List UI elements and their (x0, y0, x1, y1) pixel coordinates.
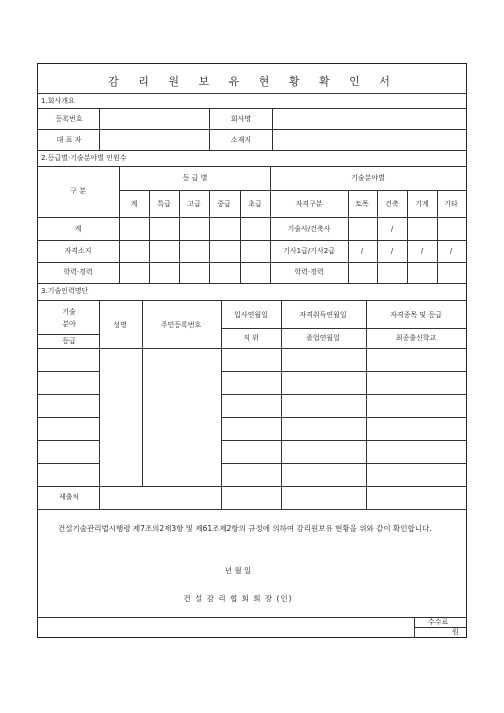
tech-col: 건축 (385, 200, 399, 208)
grade-col: 특급 (157, 200, 171, 208)
divider (179, 190, 180, 283)
divider (38, 509, 466, 510)
school-label: 최종출신학교 (395, 334, 437, 342)
divider (221, 300, 222, 509)
divider (38, 166, 466, 167)
divider (209, 190, 210, 283)
divider (119, 166, 120, 283)
join-date-label: 입사연월일 (234, 311, 268, 319)
divider (119, 190, 466, 191)
representative-field[interactable] (100, 130, 208, 149)
address-field[interactable] (273, 130, 465, 149)
confirmation-form (37, 63, 467, 638)
form-title: 감 리 원 보 유 현 황 확 인 서 (108, 75, 398, 88)
divider (221, 463, 466, 464)
divider (38, 371, 99, 372)
divider (38, 417, 99, 418)
division-label: 구 분 (70, 187, 86, 195)
divider (270, 166, 271, 283)
divider (38, 486, 466, 487)
divider (38, 150, 466, 151)
slash-mark: / (449, 247, 453, 255)
grad-date-label: 졸업연월일 (306, 334, 340, 342)
company-name-field[interactable] (273, 109, 465, 128)
divider (149, 190, 150, 283)
grade-col: 고급 (187, 200, 201, 208)
address-label: 소재지 (230, 136, 252, 144)
divider (38, 217, 466, 218)
tech-row-label: 기술사/건축사 (287, 225, 331, 233)
tech-col: 기계 (415, 200, 429, 208)
slash-mark: / (360, 247, 364, 255)
divider (99, 300, 100, 509)
row-label: 학력·경력 (63, 268, 93, 276)
section3-heading: 3.기술인력명단 (41, 287, 89, 295)
divider (221, 394, 466, 395)
cert-date-label: 자격취득연월일 (299, 311, 347, 319)
company-name-label: 회사명 (230, 115, 252, 123)
divider (240, 190, 241, 283)
tech-field-label: 기술 (62, 308, 76, 316)
reg-no-field[interactable] (100, 109, 208, 128)
divider (221, 417, 466, 418)
slash-mark: / (390, 247, 394, 255)
divider (209, 108, 210, 150)
divider (366, 300, 367, 509)
grade-label: 등급 (62, 337, 76, 345)
tech-header: 기술분야별 (351, 174, 385, 182)
tech-field-label: 분야 (62, 320, 76, 328)
row-label: 자격소지 (64, 247, 92, 255)
grade-col: 중급 (217, 200, 231, 208)
tech-col: 자격구분 (295, 200, 323, 208)
signer-line: 건 설 감 리 협 회 회 장 (인) (183, 594, 293, 603)
resident-no-label: 주민등록번호 (160, 321, 202, 329)
divider (221, 440, 466, 441)
divider (38, 240, 466, 241)
tech-row-label: 기사1급/기사2급 (283, 247, 335, 255)
divider (38, 463, 99, 464)
divider (377, 190, 378, 283)
fee-unit: 원 (452, 628, 459, 636)
divider (281, 300, 282, 509)
section2-heading: 2.등급별·기술분야별 인원수 (41, 154, 127, 162)
name-label: 성명 (113, 321, 127, 329)
slash-mark: / (390, 225, 394, 233)
divider (38, 93, 466, 94)
row-label: 계 (74, 225, 82, 233)
submit-to-label: 제출처 (58, 493, 80, 501)
divider (348, 190, 349, 283)
divider (38, 617, 466, 618)
fee-label: 수수료 (428, 618, 449, 626)
position-label: 직 위 (243, 334, 259, 342)
grade-header: 등 급 별 (182, 174, 208, 182)
grade-col: 초급 (248, 200, 262, 208)
divider (221, 328, 466, 329)
divider (437, 190, 438, 283)
divider (221, 371, 466, 372)
section1-heading: 1.회사개요 (41, 97, 75, 105)
tech-row-label: 학력·경력 (294, 268, 324, 276)
tech-col: 기타 (444, 200, 458, 208)
grade-col: 계 (130, 200, 138, 208)
divider (407, 190, 408, 283)
divider (38, 300, 466, 301)
divider (38, 348, 466, 349)
representative-label: 대 표 자 (56, 136, 82, 144)
divider (38, 394, 99, 395)
divider (38, 283, 466, 284)
divider (38, 262, 466, 263)
cert-type-label: 자격종목 및 등급 (390, 311, 442, 319)
divider (38, 334, 99, 335)
reg-no-label: 등록번호 (55, 115, 83, 123)
tech-col: 토목 (355, 200, 369, 208)
slash-mark: / (420, 247, 424, 255)
divider (38, 440, 99, 441)
date-line: 년 월 일 (224, 566, 252, 575)
confirmation-text: 건설기술관리법시행령 제7조의2제3항 및 제61조제2항의 규정에 의하여 감리원보유 현황을 위와 같이 확인합니다. (58, 524, 432, 533)
divider (142, 300, 143, 486)
